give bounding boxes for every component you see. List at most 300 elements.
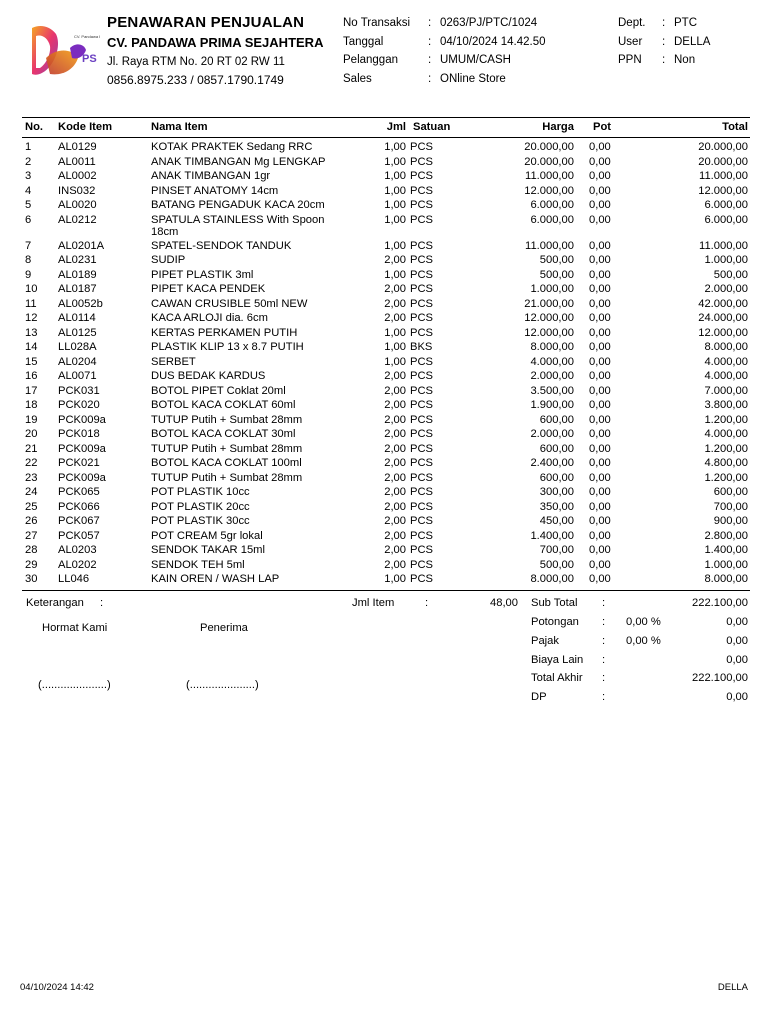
item-discount: 0,00 bbox=[589, 184, 611, 197]
item-unit: PCS bbox=[410, 141, 434, 153]
item-number: 2 bbox=[25, 155, 32, 168]
item-total: 4.000,00 bbox=[704, 428, 748, 440]
item-quantity: 1,00 bbox=[384, 213, 406, 226]
item-discount: 0,00 bbox=[589, 370, 611, 382]
item-code: AL0212 bbox=[58, 213, 97, 226]
item-total: 4.800,00 bbox=[704, 457, 748, 469]
item-discount: 0,00 bbox=[589, 268, 611, 281]
item-discount: 0,00 bbox=[589, 239, 611, 252]
item-number: 11 bbox=[25, 297, 37, 310]
company-address: Jl. Raya RTM No. 20 RT 02 RW 11 bbox=[107, 56, 285, 68]
item-number: 24 bbox=[25, 486, 38, 498]
item-discount: 0,00 bbox=[589, 283, 611, 295]
table-row bbox=[0, 240, 768, 254]
item-unit: PCS bbox=[410, 254, 434, 266]
item-unit: PCS bbox=[410, 326, 434, 339]
jml-item-label: Jml Item bbox=[352, 597, 395, 609]
keterangan-colon: : bbox=[100, 597, 104, 609]
item-discount: 0,00 bbox=[589, 428, 611, 440]
meta-colon: : bbox=[428, 36, 432, 48]
item-number: 4 bbox=[25, 184, 32, 197]
table-row bbox=[0, 269, 768, 283]
meta-transaction-label: No Transaksi bbox=[343, 17, 411, 29]
meta-dept-value: PTC bbox=[674, 17, 697, 29]
item-total: 8.000,00 bbox=[704, 573, 748, 585]
item-total: 6.000,00 bbox=[704, 213, 748, 226]
meta-customer-label: Pelanggan bbox=[343, 54, 398, 66]
item-code: AL0189 bbox=[58, 268, 97, 281]
dp-value: 0,00 bbox=[726, 691, 748, 703]
penerima-label: Penerima bbox=[200, 622, 248, 634]
item-quantity: 1,00 bbox=[384, 141, 406, 153]
meta-colon: : bbox=[428, 54, 432, 66]
item-quantity: 2,00 bbox=[384, 254, 406, 266]
table-row bbox=[0, 341, 768, 355]
item-number: 28 bbox=[25, 544, 38, 556]
item-price: 21.000,00 bbox=[524, 297, 574, 310]
table-row bbox=[0, 559, 768, 573]
item-name: TUTUP Putih + Sumbat 28mm bbox=[151, 413, 303, 426]
item-code: AL0231 bbox=[58, 254, 97, 266]
meta-transaction-value: 0263/PJ/PTC/1024 bbox=[440, 17, 538, 29]
item-price: 350,00 bbox=[539, 500, 574, 513]
item-number: 9 bbox=[25, 268, 32, 281]
item-number: 12 bbox=[25, 312, 38, 324]
item-unit: PCS bbox=[410, 239, 434, 252]
column-header-no: No. bbox=[25, 121, 44, 133]
item-unit: PCS bbox=[410, 515, 434, 527]
item-unit: PCS bbox=[410, 170, 434, 182]
item-unit: PCS bbox=[410, 155, 434, 168]
table-row bbox=[0, 501, 768, 515]
item-discount: 0,00 bbox=[589, 341, 611, 353]
item-total: 500,00 bbox=[713, 268, 748, 281]
item-price: 20.000,00 bbox=[524, 141, 574, 153]
jml-item-colon: : bbox=[425, 597, 429, 609]
table-row bbox=[0, 185, 768, 199]
item-number: 13 bbox=[25, 326, 38, 339]
item-quantity: 2,00 bbox=[384, 544, 406, 556]
item-total: 6.000,00 bbox=[704, 199, 748, 211]
table-row bbox=[0, 472, 768, 486]
pajak-value: 0,00 bbox=[726, 635, 748, 647]
item-code: AL0071 bbox=[58, 370, 97, 382]
item-name: TUTUP Putih + Sumbat 28mm bbox=[151, 471, 303, 484]
column-header-name: Nama Item bbox=[151, 121, 208, 133]
item-code: PCK018 bbox=[58, 428, 100, 440]
item-unit: PCS bbox=[410, 529, 434, 542]
meta-dept-label: Dept. bbox=[618, 17, 646, 29]
item-discount: 0,00 bbox=[589, 155, 611, 168]
summary-colon: : bbox=[602, 597, 606, 609]
item-number: 25 bbox=[25, 500, 38, 513]
item-price: 8.000,00 bbox=[530, 341, 574, 353]
item-total: 2.000,00 bbox=[704, 283, 748, 295]
item-quantity: 1,00 bbox=[384, 155, 406, 168]
item-quantity: 2,00 bbox=[384, 529, 406, 542]
item-total: 1.200,00 bbox=[704, 471, 748, 484]
item-name: SPATEL-SENDOK TANDUK bbox=[151, 239, 292, 252]
item-quantity: 2,00 bbox=[384, 515, 406, 527]
item-name: KAIN OREN / WASH LAP bbox=[151, 573, 280, 585]
item-code: PCK020 bbox=[58, 399, 100, 411]
table-row bbox=[0, 199, 768, 213]
item-name: KACA ARLOJI dia. 6cm bbox=[151, 312, 268, 324]
item-code: PCK066 bbox=[58, 500, 100, 513]
summary-colon: : bbox=[602, 672, 606, 684]
item-name: BATANG PENGADUK KACA 20cm bbox=[151, 199, 325, 211]
item-unit: PCS bbox=[410, 199, 434, 211]
item-code: LL028A bbox=[58, 341, 97, 353]
item-unit: PCS bbox=[410, 428, 434, 440]
item-price: 12.000,00 bbox=[524, 312, 574, 324]
item-total: 600,00 bbox=[713, 486, 748, 498]
item-total: 11.000,00 bbox=[699, 239, 748, 252]
table-row bbox=[0, 457, 768, 471]
item-discount: 0,00 bbox=[589, 297, 611, 310]
item-price: 6.000,00 bbox=[530, 199, 574, 211]
item-discount: 0,00 bbox=[589, 312, 611, 324]
item-total: 1.200,00 bbox=[704, 413, 748, 426]
column-header-price: Harga bbox=[542, 121, 574, 133]
company-logo bbox=[26, 18, 100, 82]
item-name: PIPET KACA PENDEK bbox=[151, 283, 266, 295]
item-quantity: 2,00 bbox=[384, 370, 406, 382]
item-name: SUDIP bbox=[151, 254, 186, 266]
biaya-lain-value: 0,00 bbox=[726, 654, 748, 666]
print-timestamp: 04/10/2024 14:42 bbox=[20, 982, 94, 993]
item-number: 18 bbox=[25, 399, 38, 411]
item-discount: 0,00 bbox=[589, 170, 611, 182]
meta-ppn-label: PPN bbox=[618, 54, 642, 66]
item-price: 700,00 bbox=[539, 544, 574, 556]
column-header-pot: Pot bbox=[593, 121, 612, 133]
item-name: SENDOK TAKAR 15ml bbox=[151, 544, 265, 556]
item-name: ANAK TIMBANGAN Mg LENGKAP bbox=[151, 155, 326, 168]
summary-colon: : bbox=[602, 616, 606, 628]
column-header-unit: Satuan bbox=[413, 121, 451, 133]
item-discount: 0,00 bbox=[589, 413, 611, 426]
item-price: 12.000,00 bbox=[524, 326, 574, 339]
potongan-value: 0,00 bbox=[726, 616, 748, 628]
table-row bbox=[0, 156, 768, 170]
item-total: 11.000,00 bbox=[699, 170, 748, 182]
item-unit: PCS bbox=[410, 268, 434, 281]
item-quantity: 2,00 bbox=[384, 500, 406, 513]
item-price: 2.000,00 bbox=[530, 370, 574, 382]
item-unit: PCS bbox=[410, 486, 434, 498]
item-name: SPATULA STAINLESS With Spoon 18cm bbox=[151, 213, 325, 238]
item-number: 30 bbox=[25, 573, 38, 585]
item-total: 900,00 bbox=[713, 515, 748, 527]
item-price: 2.000,00 bbox=[530, 428, 574, 440]
item-code: AL0114 bbox=[58, 312, 96, 324]
item-total: 4.000,00 bbox=[704, 355, 748, 368]
item-quantity: 1,00 bbox=[384, 239, 406, 252]
item-name: POT PLASTIK 10cc bbox=[151, 486, 250, 498]
item-name: BOTOL PIPET Coklat 20ml bbox=[151, 384, 286, 397]
item-quantity: 1,00 bbox=[384, 573, 406, 585]
meta-user-label: User bbox=[618, 36, 643, 48]
item-unit: PCS bbox=[410, 355, 434, 368]
item-discount: 0,00 bbox=[589, 399, 611, 411]
meta-sales-label: Sales bbox=[343, 73, 372, 85]
table-row bbox=[0, 141, 768, 155]
meta-customer-value: UMUM/CASH bbox=[440, 54, 511, 66]
item-name: PINSET ANATOMY 14cm bbox=[151, 184, 279, 197]
item-discount: 0,00 bbox=[589, 515, 611, 527]
table-header-rule bbox=[22, 137, 750, 138]
signature-line-left: (.....................) bbox=[38, 679, 111, 691]
item-code: AL0125 bbox=[58, 326, 97, 339]
table-row bbox=[0, 443, 768, 457]
item-total: 20.000,00 bbox=[698, 155, 748, 168]
item-unit: PCS bbox=[410, 297, 434, 310]
item-total: 1.000,00 bbox=[704, 558, 748, 571]
item-name: POT PLASTIK 30cc bbox=[151, 515, 250, 527]
item-number: 27 bbox=[25, 529, 38, 542]
item-unit: PCS bbox=[410, 213, 434, 226]
document-title: PENAWARAN PENJUALAN bbox=[107, 14, 305, 31]
item-price: 4.000,00 bbox=[530, 355, 574, 368]
item-price: 3.500,00 bbox=[530, 384, 574, 397]
item-code: AL0204 bbox=[58, 355, 97, 368]
item-discount: 0,00 bbox=[589, 529, 611, 542]
item-number: 3 bbox=[25, 170, 32, 182]
item-number: 6 bbox=[25, 213, 32, 226]
item-code: LL046 bbox=[58, 573, 90, 585]
item-quantity: 2,00 bbox=[384, 399, 406, 411]
item-number: 17 bbox=[25, 384, 38, 397]
item-quantity: 2,00 bbox=[384, 312, 406, 324]
item-name: POT CREAM 5gr lokal bbox=[151, 529, 263, 542]
print-user: DELLA bbox=[717, 982, 748, 993]
item-name: KERTAS PERKAMEN PUTIH bbox=[151, 326, 298, 339]
item-code: AL0002 bbox=[58, 170, 97, 182]
item-quantity: 1,00 bbox=[384, 199, 406, 211]
subtotal-label: Sub Total bbox=[531, 597, 578, 609]
item-quantity: 1,00 bbox=[384, 326, 406, 339]
table-row bbox=[0, 356, 768, 370]
summary-colon: : bbox=[602, 635, 606, 647]
item-unit: PCS bbox=[410, 457, 434, 469]
item-name: PLASTIK KLIP 13 x 8.7 PUTIH bbox=[151, 341, 304, 353]
item-name: SENDOK TEH 5ml bbox=[151, 558, 245, 571]
item-code: PCK057 bbox=[58, 529, 100, 542]
item-unit: PCS bbox=[410, 413, 434, 426]
meta-colon: : bbox=[428, 17, 432, 29]
item-code: PCK067 bbox=[58, 515, 100, 527]
item-code: AL0201A bbox=[58, 239, 105, 252]
item-name: BOTOL KACA COKLAT 30ml bbox=[151, 428, 296, 440]
item-quantity: 2,00 bbox=[384, 428, 406, 440]
column-header-code: Kode Item bbox=[58, 121, 113, 133]
item-quantity: 1,00 bbox=[384, 170, 406, 182]
item-discount: 0,00 bbox=[589, 500, 611, 513]
table-row bbox=[0, 486, 768, 500]
table-row bbox=[0, 414, 768, 428]
item-total: 1.200,00 bbox=[704, 442, 748, 455]
item-price: 11.000,00 bbox=[525, 170, 574, 182]
item-code: PCK031 bbox=[58, 384, 100, 397]
item-price: 1.900,00 bbox=[530, 399, 574, 411]
meta-colon: : bbox=[428, 73, 432, 85]
item-number: 7 bbox=[25, 239, 32, 252]
item-unit: BKS bbox=[410, 341, 433, 353]
item-code: PCK009a bbox=[58, 471, 106, 484]
item-unit: PCS bbox=[410, 500, 434, 513]
item-quantity: 2,00 bbox=[384, 457, 406, 469]
item-name: DUS BEDAK KARDUS bbox=[151, 370, 266, 382]
signature-line-right: (.....................) bbox=[186, 679, 259, 691]
item-unit: PCS bbox=[410, 399, 434, 411]
item-number: 21 bbox=[25, 442, 38, 455]
item-unit: PCS bbox=[410, 544, 434, 556]
table-row bbox=[0, 530, 768, 544]
pajak-percent: 0,00 % bbox=[626, 635, 661, 647]
meta-colon: : bbox=[662, 54, 666, 66]
summary-colon: : bbox=[602, 654, 606, 666]
item-number: 20 bbox=[25, 428, 38, 440]
item-quantity: 2,00 bbox=[384, 384, 406, 397]
total-akhir-label: Total Akhir bbox=[531, 672, 583, 684]
item-code: PCK065 bbox=[58, 486, 100, 498]
item-quantity: 2,00 bbox=[384, 471, 406, 484]
item-total: 12.000,00 bbox=[698, 326, 748, 339]
item-number: 15 bbox=[25, 355, 38, 368]
item-quantity: 1,00 bbox=[384, 355, 406, 368]
item-price: 500,00 bbox=[539, 254, 574, 266]
item-total: 20.000,00 bbox=[698, 141, 748, 153]
table-row bbox=[0, 312, 768, 326]
item-price: 2.400,00 bbox=[530, 457, 574, 469]
meta-ppn-value: Non bbox=[674, 54, 696, 66]
item-price: 20.000,00 bbox=[524, 155, 574, 168]
item-discount: 0,00 bbox=[589, 199, 611, 211]
item-unit: PCS bbox=[410, 384, 434, 397]
item-quantity: 1,00 bbox=[384, 341, 406, 353]
meta-user-value: DELLA bbox=[674, 36, 711, 48]
item-total: 12.000,00 bbox=[698, 184, 748, 197]
item-discount: 0,00 bbox=[589, 254, 611, 266]
item-code: AL0011 bbox=[58, 155, 96, 168]
item-code: PCK009a bbox=[58, 413, 106, 426]
biaya-lain-label: Biaya Lain bbox=[531, 654, 584, 666]
item-discount: 0,00 bbox=[589, 326, 611, 339]
item-unit: PCS bbox=[410, 442, 434, 455]
subtotal-value: 222.100,00 bbox=[692, 597, 748, 609]
item-total: 3.800,00 bbox=[704, 399, 748, 411]
total-akhir-value: 222.100,00 bbox=[692, 672, 748, 684]
item-quantity: 1,00 bbox=[384, 184, 406, 197]
item-total: 42.000,00 bbox=[698, 297, 748, 310]
item-price: 600,00 bbox=[539, 471, 574, 484]
item-price: 300,00 bbox=[539, 486, 574, 498]
table-row bbox=[0, 170, 768, 184]
item-name: PIPET PLASTIK 3ml bbox=[151, 268, 254, 281]
item-discount: 0,00 bbox=[589, 558, 611, 571]
item-name: CAWAN CRUSIBLE 50ml NEW bbox=[151, 297, 308, 310]
item-price: 11.000,00 bbox=[525, 239, 574, 252]
item-number: 29 bbox=[25, 558, 38, 571]
table-row bbox=[0, 515, 768, 529]
table-row bbox=[0, 327, 768, 341]
item-quantity: 1,00 bbox=[384, 268, 406, 281]
item-discount: 0,00 bbox=[589, 213, 611, 226]
item-number: 26 bbox=[25, 515, 38, 527]
item-total: 700,00 bbox=[713, 500, 748, 513]
item-code: AL0052b bbox=[58, 297, 103, 310]
item-number: 22 bbox=[25, 457, 38, 469]
item-number: 8 bbox=[25, 254, 32, 266]
meta-colon: : bbox=[662, 36, 666, 48]
meta-colon: : bbox=[662, 17, 666, 29]
svg-text:PS: PS bbox=[82, 53, 97, 65]
item-price: 600,00 bbox=[539, 442, 574, 455]
item-total: 1.400,00 bbox=[704, 544, 748, 556]
item-price: 6.000,00 bbox=[530, 213, 574, 226]
item-price: 8.000,00 bbox=[530, 573, 574, 585]
item-price: 500,00 bbox=[539, 268, 574, 281]
item-discount: 0,00 bbox=[589, 486, 611, 498]
item-discount: 0,00 bbox=[589, 471, 611, 484]
item-quantity: 2,00 bbox=[384, 283, 406, 295]
item-code: AL0203 bbox=[58, 544, 97, 556]
company-name: CV. PANDAWA PRIMA SEJAHTERA bbox=[107, 35, 324, 50]
item-code: PCK009a bbox=[58, 442, 106, 455]
item-number: 23 bbox=[25, 471, 38, 484]
item-number: 16 bbox=[25, 370, 38, 382]
item-price: 1.400,00 bbox=[530, 529, 574, 542]
item-name: ANAK TIMBANGAN 1gr bbox=[151, 170, 271, 182]
hormat-kami-label: Hormat Kami bbox=[42, 622, 108, 634]
table-row bbox=[0, 573, 768, 587]
item-price: 1.000,00 bbox=[530, 283, 574, 295]
item-unit: PCS bbox=[410, 558, 434, 571]
column-header-total: Total bbox=[722, 121, 748, 133]
item-name: POT PLASTIK 20cc bbox=[151, 500, 250, 513]
svg-text:CV. Pandawa Prima Sejahtera: CV. Pandawa bbox=[74, 34, 99, 39]
table-row bbox=[0, 385, 768, 399]
item-discount: 0,00 bbox=[589, 384, 611, 397]
item-quantity: 2,00 bbox=[384, 486, 406, 498]
item-name: TUTUP Putih + Sumbat 28mm bbox=[151, 442, 303, 455]
meta-date-label: Tanggal bbox=[343, 36, 384, 48]
item-unit: PCS bbox=[410, 312, 434, 324]
table-top-rule bbox=[22, 117, 750, 118]
keterangan-label: Keterangan bbox=[26, 597, 84, 609]
table-row bbox=[0, 428, 768, 442]
table-row bbox=[0, 213, 768, 238]
item-discount: 0,00 bbox=[589, 544, 611, 556]
jml-item-value: 48,00 bbox=[490, 597, 518, 609]
table-row bbox=[0, 298, 768, 312]
item-name: BOTOL KACA COKLAT 100ml bbox=[151, 457, 302, 469]
item-price: 450,00 bbox=[539, 515, 574, 527]
item-total: 7.000,00 bbox=[704, 384, 748, 397]
item-quantity: 2,00 bbox=[384, 558, 406, 571]
table-row bbox=[0, 399, 768, 413]
item-code: AL0129 bbox=[58, 141, 97, 153]
column-header-qty: Jml bbox=[386, 121, 406, 133]
item-number: 19 bbox=[25, 413, 38, 426]
item-name: BOTOL KACA COKLAT 60ml bbox=[151, 399, 296, 411]
item-total: 4.000,00 bbox=[704, 370, 748, 382]
item-unit: PCS bbox=[410, 573, 434, 585]
item-price: 600,00 bbox=[539, 413, 574, 426]
item-discount: 0,00 bbox=[589, 355, 611, 368]
item-total: 8.000,00 bbox=[704, 341, 748, 353]
